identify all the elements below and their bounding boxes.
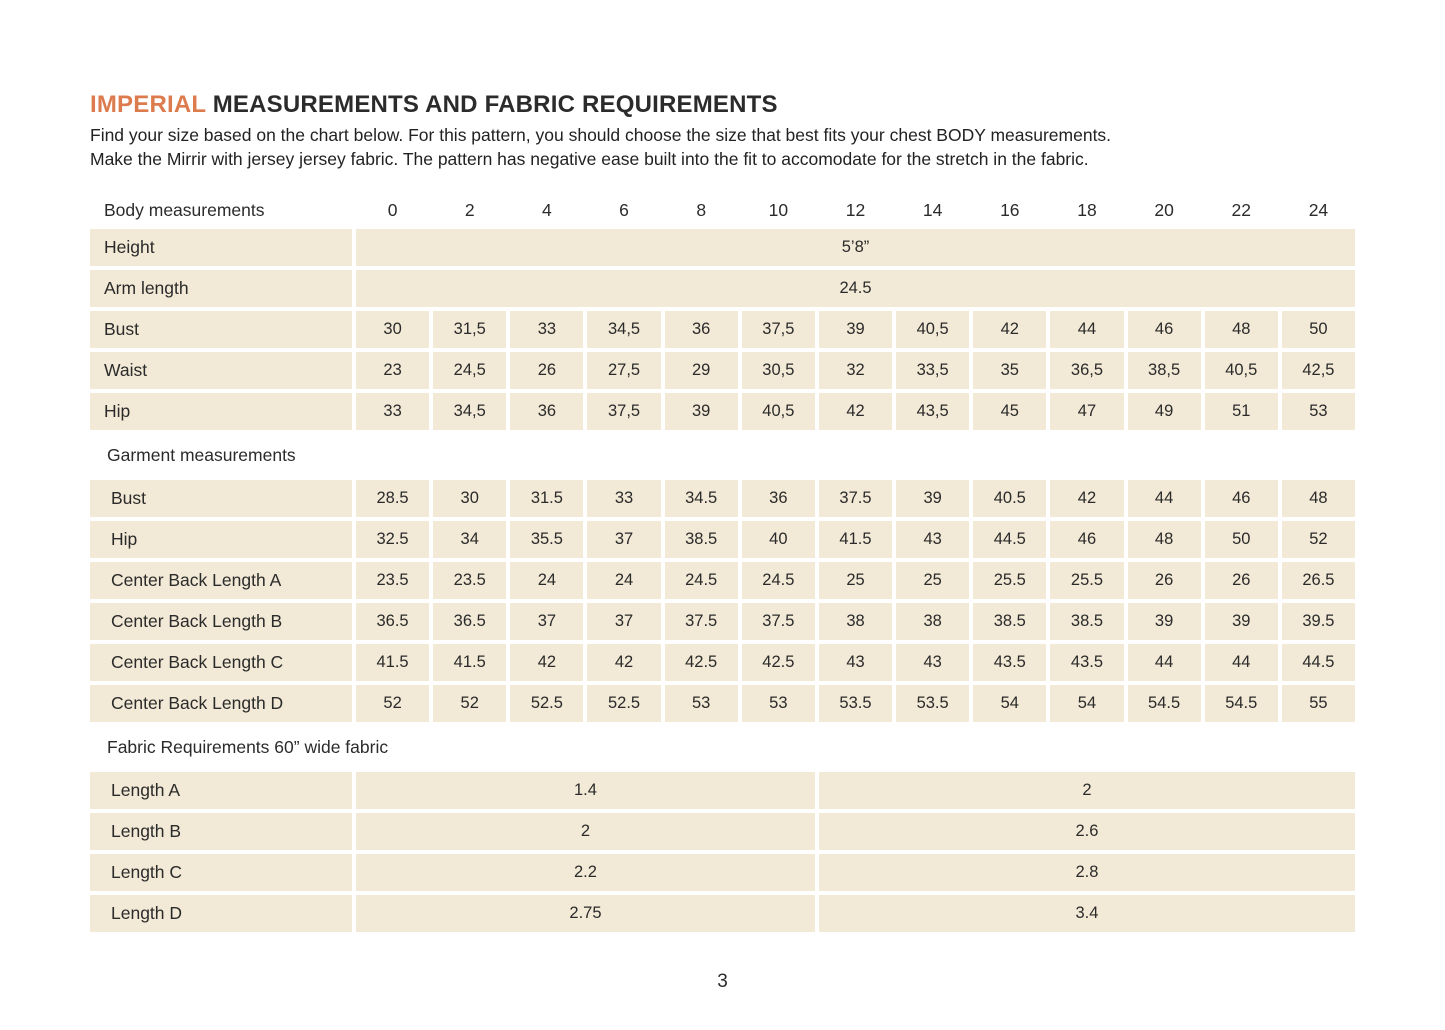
measurement-table [90, 195, 1355, 932]
value-cell: 35 [973, 352, 1046, 389]
row-label: Center Back Length B [90, 603, 352, 640]
value-cell: 24 [510, 562, 583, 599]
value-cell: 50 [1282, 311, 1355, 348]
value-cell: 26 [1205, 562, 1278, 599]
value-cell: 33,5 [896, 352, 969, 389]
value-cell: 29 [665, 352, 738, 389]
value-cell: 26 [510, 352, 583, 389]
row-label: Arm length [90, 270, 352, 307]
value-cell: 25.5 [973, 562, 1046, 599]
row-label: Length A [90, 772, 352, 809]
value-cell: 33 [356, 393, 429, 430]
size-column-header: 6 [619, 199, 629, 220]
table-header-label: Body measurements [104, 199, 265, 220]
value-cell: 34 [433, 521, 506, 558]
value-cell: 31.5 [510, 480, 583, 517]
value-cell: 54 [1050, 685, 1123, 722]
value-cell: 44.5 [1282, 644, 1355, 681]
value-cell: 43 [819, 644, 892, 681]
page-title [90, 91, 1355, 119]
intro-line-2: Make the Mirrir with jersey jersey fabric. The pattern has negative ease built into the fit to accomodate for the stretch in the fabric. [90, 148, 1089, 169]
value-cell: 42 [819, 393, 892, 430]
value-cell: 37 [587, 603, 660, 640]
value-cell: 39.5 [1282, 603, 1355, 640]
row-label: Waist [90, 352, 352, 389]
value-cell: 34,5 [433, 393, 506, 430]
size-column-header: 8 [696, 199, 707, 220]
value-cell: 53 [1282, 393, 1355, 430]
size-column-header: 20 [1154, 199, 1174, 220]
value-cell: 38.5 [973, 603, 1046, 640]
value-cell: 40.5 [973, 480, 1046, 517]
value-cell: 52 [356, 685, 429, 722]
value-cell: 37.5 [819, 480, 892, 517]
value-cell: 41.5 [356, 644, 429, 681]
value-cell: 31,5 [433, 311, 506, 348]
value-cell: 36 [742, 480, 815, 517]
value-cell: 30,5 [742, 352, 815, 389]
value-cell: 40 [742, 521, 815, 558]
value-cell: 52.5 [587, 685, 660, 722]
value-cell: 37,5 [587, 393, 660, 430]
page-number: 3 [717, 971, 728, 992]
value-cell: 36 [510, 393, 583, 430]
fabric-left-value: 1.4 [356, 772, 815, 809]
value-cell: 47 [1050, 393, 1123, 430]
value-cell: 46 [1128, 311, 1201, 348]
row-span-value: 24.5 [356, 270, 1355, 307]
value-cell: 46 [1050, 521, 1123, 558]
row-label: Center Back Length A [90, 562, 352, 599]
value-cell: 39 [896, 480, 969, 517]
value-cell: 40,5 [1205, 352, 1278, 389]
value-cell: 54.5 [1205, 685, 1278, 722]
value-cell: 37 [510, 603, 583, 640]
value-cell: 25 [819, 562, 892, 599]
value-cell: 36,5 [1050, 352, 1123, 389]
row-span-value: 5’8” [356, 229, 1355, 266]
value-cell: 30 [433, 480, 506, 517]
row-label: Center Back Length D [90, 685, 352, 722]
page-title-accent: IMPERIAL [90, 91, 206, 118]
value-cell: 44 [1128, 480, 1201, 517]
value-cell: 34,5 [587, 311, 660, 348]
value-cell: 46 [1205, 480, 1278, 517]
value-cell: 28.5 [356, 480, 429, 517]
value-cell: 42 [587, 644, 660, 681]
value-cell: 42 [510, 644, 583, 681]
fabric-right-value: 2.6 [819, 813, 1355, 850]
value-cell: 36.5 [356, 603, 429, 640]
value-cell: 55 [1282, 685, 1355, 722]
value-cell: 43.5 [973, 644, 1046, 681]
value-cell: 48 [1128, 521, 1201, 558]
value-cell: 53.5 [896, 685, 969, 722]
row-label: Center Back Length C [90, 644, 352, 681]
value-cell: 23.5 [356, 562, 429, 599]
value-cell: 51 [1205, 393, 1278, 430]
value-cell: 36.5 [433, 603, 506, 640]
size-column-header: 4 [542, 199, 552, 220]
value-cell: 48 [1205, 311, 1278, 348]
value-cell: 24,5 [433, 352, 506, 389]
value-cell: 44 [1128, 644, 1201, 681]
value-cell: 39 [1128, 603, 1201, 640]
fabric-right-value: 2 [819, 772, 1355, 809]
intro-line-1: Find your size based on the chart below. For this pattern, you should choose the size that best fits your chest BODY measurements. [90, 125, 1112, 145]
value-cell: 33 [510, 311, 583, 348]
size-column-header: 22 [1231, 199, 1251, 220]
value-cell: 27,5 [587, 352, 660, 389]
value-cell: 25.5 [1050, 562, 1123, 599]
value-cell: 24.5 [742, 562, 815, 599]
value-cell: 50 [1205, 521, 1278, 558]
size-column-header: 16 [1000, 199, 1020, 220]
value-cell: 39 [1205, 603, 1278, 640]
value-cell: 38,5 [1128, 352, 1201, 389]
value-cell: 53 [665, 685, 738, 722]
value-cell: 26.5 [1282, 562, 1355, 599]
fabric-right-value: 2.8 [819, 854, 1355, 891]
intro-text [90, 124, 1355, 171]
value-cell: 52.5 [510, 685, 583, 722]
value-cell: 36 [665, 311, 738, 348]
value-cell: 37.5 [665, 603, 738, 640]
value-cell: 52 [1282, 521, 1355, 558]
size-column-header: 0 [387, 199, 398, 220]
size-column-header: 10 [768, 199, 789, 220]
value-cell: 39 [665, 393, 738, 430]
value-cell: 23 [356, 352, 429, 389]
value-cell: 43.5 [1050, 644, 1123, 681]
value-cell: 34.5 [665, 480, 738, 517]
value-cell: 42 [1050, 480, 1123, 517]
fabric-right-value: 3.4 [819, 895, 1355, 932]
value-cell: 33 [587, 480, 660, 517]
value-cell: 32 [819, 352, 892, 389]
value-cell: 42,5 [1282, 352, 1355, 389]
size-column-header: 12 [845, 199, 866, 220]
section-header-fabric: Fabric Requirements 60” wide fabric [107, 736, 389, 757]
value-cell: 25 [896, 562, 969, 599]
page-title-rest: MEASUREMENTS AND FABRIC REQUIREMENTS [212, 91, 778, 118]
value-cell: 49 [1128, 393, 1201, 430]
value-cell: 39 [819, 311, 892, 348]
value-cell: 37,5 [742, 311, 815, 348]
value-cell: 38 [896, 603, 969, 640]
value-cell: 52 [433, 685, 506, 722]
value-cell: 48 [1282, 480, 1355, 517]
section-header-garment: Garment measurements [107, 444, 296, 465]
value-cell: 54 [973, 685, 1046, 722]
value-cell: 38 [819, 603, 892, 640]
row-label: Height [90, 229, 352, 266]
size-column-header: 24 [1308, 199, 1329, 220]
value-cell: 45 [973, 393, 1046, 430]
value-cell: 37 [587, 521, 660, 558]
value-cell: 23.5 [433, 562, 506, 599]
value-cell: 42.5 [665, 644, 738, 681]
value-cell: 44.5 [973, 521, 1046, 558]
value-cell: 41.5 [819, 521, 892, 558]
row-label: Length C [90, 854, 352, 891]
value-cell: 41.5 [433, 644, 506, 681]
size-column-header: 18 [1077, 199, 1097, 220]
value-cell: 53.5 [819, 685, 892, 722]
value-cell: 40,5 [896, 311, 969, 348]
value-cell: 38.5 [1050, 603, 1123, 640]
fabric-left-value: 2.75 [356, 895, 815, 932]
value-cell: 43 [896, 644, 969, 681]
value-cell: 43,5 [896, 393, 969, 430]
row-label: Bust [90, 480, 352, 517]
row-label: Length B [90, 813, 352, 850]
value-cell: 54.5 [1128, 685, 1201, 722]
fabric-left-value: 2 [356, 813, 815, 850]
value-cell: 42 [973, 311, 1046, 348]
value-cell: 35.5 [510, 521, 583, 558]
value-cell: 42.5 [742, 644, 815, 681]
value-cell: 30 [356, 311, 429, 348]
value-cell: 26 [1128, 562, 1201, 599]
value-cell: 40,5 [742, 393, 815, 430]
size-column-header: 2 [464, 199, 475, 220]
page-content [90, 0, 1355, 932]
row-label: Length D [90, 895, 352, 932]
value-cell: 43 [896, 521, 969, 558]
value-cell: 38.5 [665, 521, 738, 558]
value-cell: 24.5 [665, 562, 738, 599]
value-cell: 44 [1050, 311, 1123, 348]
row-label: Bust [90, 311, 352, 348]
size-column-header: 14 [922, 199, 943, 220]
value-cell: 44 [1205, 644, 1278, 681]
fabric-left-value: 2.2 [356, 854, 815, 891]
value-cell: 37.5 [742, 603, 815, 640]
row-label: Hip [90, 521, 352, 558]
value-cell: 53 [742, 685, 815, 722]
row-label: Hip [90, 393, 352, 430]
value-cell: 32.5 [356, 521, 429, 558]
value-cell: 24 [587, 562, 660, 599]
